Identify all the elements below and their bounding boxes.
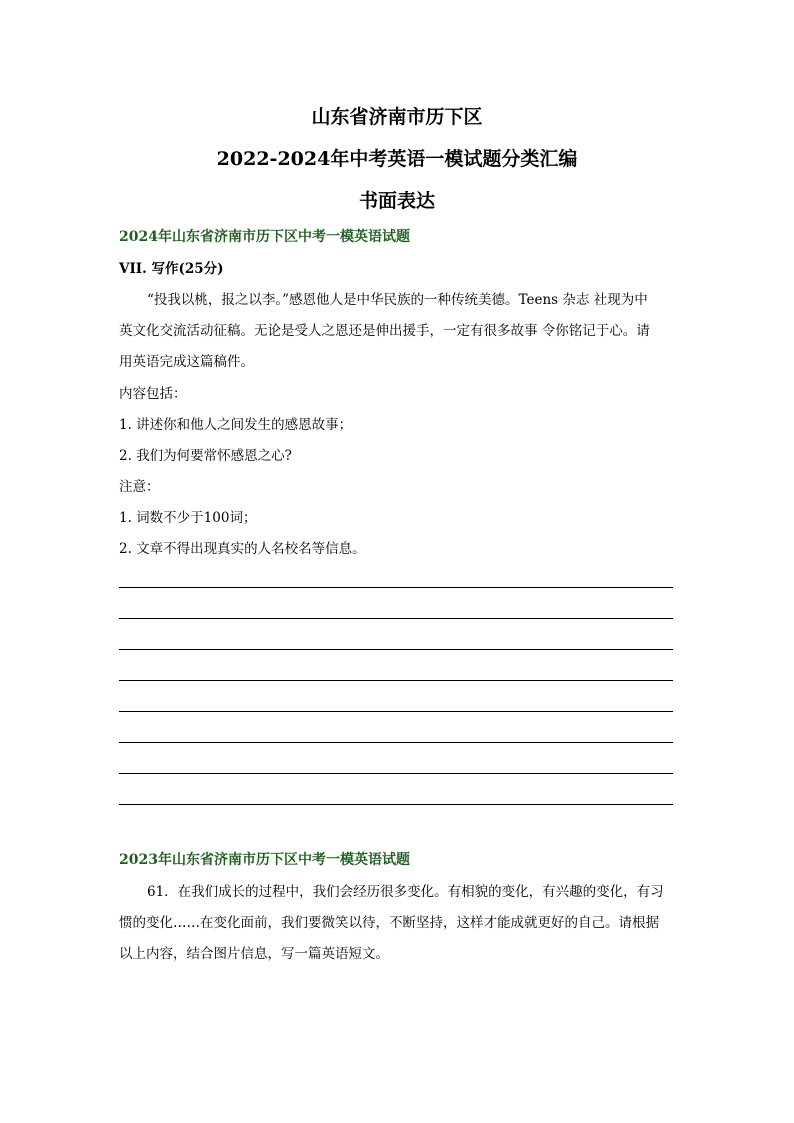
content-item-1: 1. 讲述你和他人之间发生的感恩故事； (119, 417, 353, 433)
prompt-2023-line-2: 惯的变化……在变化面前，我们要微笑以待，不断坚持，这样才能成就更好的自己。请根据 (119, 915, 659, 931)
content-item-2: 2. 我们为何要常怀感恩之心? (119, 448, 292, 464)
document-title-category: 书面表达 (358, 190, 435, 212)
answer-line-1[interactable] (119, 587, 673, 588)
answer-line-3[interactable] (119, 649, 673, 650)
answer-line-4[interactable] (119, 680, 673, 681)
answer-line-5[interactable] (119, 711, 673, 712)
prompt-2024-line-1: “投我以桃，报之以李。”感恩他人是中华民族的一种传统美德。Teens 杂志 社现为中 (147, 292, 648, 308)
part-label-writing: VII. 写作(25分) (119, 261, 224, 277)
answer-line-6[interactable] (119, 742, 673, 743)
answer-line-2[interactable] (119, 618, 673, 619)
content-label: 内容包括： (119, 386, 187, 402)
prompt-2023-line-3: 以上内容，结合图片信息，写一篇英语短文。 (119, 946, 389, 962)
prompt-2024-line-3: 用英语完成这篇稿件。 (119, 354, 254, 370)
notes-label: 注意： (119, 479, 160, 495)
prompt-2023-line-1: 61．在我们成长的过程中，我们会经历很多变化。有相貌的变化，有兴趣的变化，有习 (147, 884, 664, 900)
document-title-region: 山东省济南市历下区 (311, 106, 483, 128)
notes-item-2: 2. 文章不得出现真实的人名校名等信息。 (119, 541, 366, 557)
section-heading-2023: 2023年山东省济南市历下区中考一模英语试题 (119, 852, 410, 868)
document-title-subject: 2022-2024年中考英语一模试题分类汇编 (216, 148, 578, 170)
prompt-2024-line-2: 英文化交流活动征稿。无论是受人之恩还是伸出援手，一定有很多故事 令你铭记于心。请 (119, 323, 650, 339)
notes-item-1: 1. 词数不少于100词； (119, 510, 257, 526)
section-heading-2024: 2024年山东省济南市历下区中考一模英语试题 (119, 229, 410, 245)
answer-line-8[interactable] (119, 804, 673, 805)
answer-line-7[interactable] (119, 773, 673, 774)
